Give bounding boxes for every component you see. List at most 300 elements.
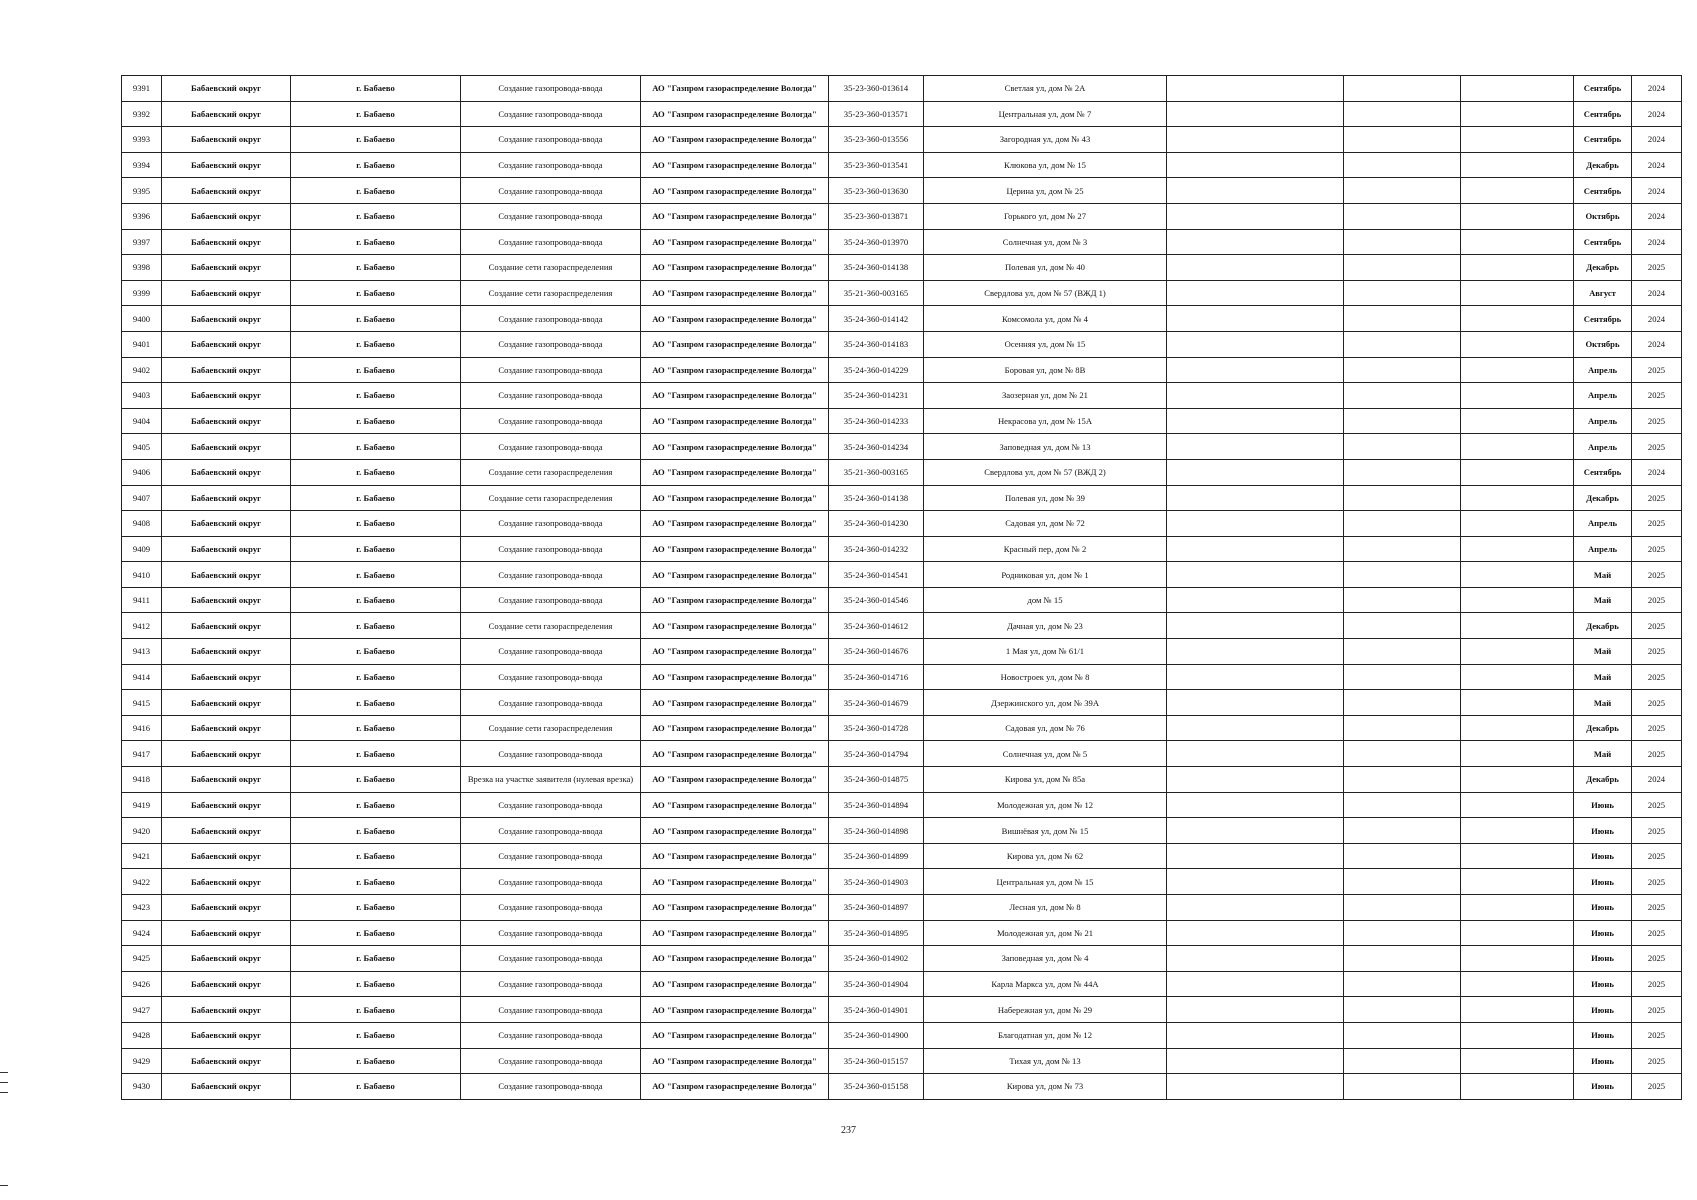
cell-year: 2025: [1632, 664, 1682, 690]
cell-empty: [1344, 946, 1461, 972]
cell-reference-code: 35-24-360-014901: [829, 997, 924, 1023]
cell-address: Центральная ул, дом № 7: [924, 101, 1167, 127]
cell-empty: [1461, 869, 1574, 895]
cell-empty: [1344, 664, 1461, 690]
cell-number: 9424: [122, 920, 162, 946]
cell-empty: [1167, 1074, 1344, 1100]
cell-empty: [1461, 715, 1574, 741]
cell-work-type: Создание газопровода-ввода: [461, 639, 641, 665]
cell-district: Бабаевский округ: [162, 562, 291, 588]
cell-number: 9393: [122, 127, 162, 153]
cell-district: Бабаевский округ: [162, 306, 291, 332]
cell-organization: АО "Газпром газораспределение Вологда": [641, 741, 829, 767]
cell-locality: г. Бабаево: [291, 331, 461, 357]
cell-month: Октябрь: [1574, 203, 1632, 229]
cell-address: Заозерная ул, дом № 21: [924, 383, 1167, 409]
register-table-body: [122, 76, 1682, 1100]
cell-year: 2024: [1632, 767, 1682, 793]
table-row: [122, 1048, 1682, 1074]
cell-address: 1 Мая ул, дом № 61/1: [924, 639, 1167, 665]
cell-empty: [1167, 997, 1344, 1023]
cell-reference-code: 35-24-360-014679: [829, 690, 924, 716]
cell-district: Бабаевский округ: [162, 869, 291, 895]
table-row: [122, 562, 1682, 588]
cell-locality: г. Бабаево: [291, 357, 461, 383]
cell-reference-code: 35-24-360-015157: [829, 1048, 924, 1074]
cell-reference-code: 35-24-360-014898: [829, 818, 924, 844]
table-row: [122, 306, 1682, 332]
cell-empty: [1344, 1048, 1461, 1074]
cell-organization: АО "Газпром газораспределение Вологда": [641, 280, 829, 306]
cell-month: Август: [1574, 280, 1632, 306]
cell-number: 9420: [122, 818, 162, 844]
cell-empty: [1167, 203, 1344, 229]
table-row: [122, 818, 1682, 844]
cell-empty: [1461, 1074, 1574, 1100]
cell-reference-code: 35-24-360-014233: [829, 408, 924, 434]
cell-work-type: Создание газопровода-ввода: [461, 587, 641, 613]
cell-empty: [1167, 459, 1344, 485]
cell-district: Бабаевский округ: [162, 1074, 291, 1100]
cell-organization: АО "Газпром газораспределение Вологда": [641, 511, 829, 537]
table-row: [122, 690, 1682, 716]
cell-organization: АО "Газпром газораспределение Вологда": [641, 664, 829, 690]
cell-address: Набережная ул, дом № 29: [924, 997, 1167, 1023]
cell-address: Боровая ул, дом № 8В: [924, 357, 1167, 383]
cell-year: 2025: [1632, 843, 1682, 869]
table-row: [122, 869, 1682, 895]
table-row: [122, 434, 1682, 460]
cell-empty: [1167, 562, 1344, 588]
cell-month: Сентябрь: [1574, 306, 1632, 332]
cell-year: 2025: [1632, 920, 1682, 946]
cell-district: Бабаевский округ: [162, 843, 291, 869]
cell-number: 9412: [122, 613, 162, 639]
cell-address: Загородная ул, дом № 43: [924, 127, 1167, 153]
cell-organization: АО "Газпром газораспределение Вологда": [641, 306, 829, 332]
cell-year: 2025: [1632, 357, 1682, 383]
cell-number: 9404: [122, 408, 162, 434]
cell-year: 2025: [1632, 869, 1682, 895]
cell-empty: [1167, 101, 1344, 127]
cell-reference-code: 35-24-360-014794: [829, 741, 924, 767]
cell-year: 2025: [1632, 690, 1682, 716]
cell-month: Июнь: [1574, 1048, 1632, 1074]
cell-locality: г. Бабаево: [291, 434, 461, 460]
cell-work-type: Создание газопровода-ввода: [461, 1022, 641, 1048]
cell-reference-code: 35-24-360-014900: [829, 1022, 924, 1048]
cell-organization: АО "Газпром газораспределение Вологда": [641, 869, 829, 895]
cell-organization: АО "Газпром газораспределение Вологда": [641, 562, 829, 588]
cell-locality: г. Бабаево: [291, 869, 461, 895]
cell-locality: г. Бабаево: [291, 715, 461, 741]
cell-address: дом № 15: [924, 587, 1167, 613]
cell-empty: [1167, 587, 1344, 613]
cell-empty: [1344, 971, 1461, 997]
cell-month: Апрель: [1574, 357, 1632, 383]
table-row: [122, 255, 1682, 281]
cell-work-type: Создание газопровода-ввода: [461, 971, 641, 997]
cell-empty: [1461, 536, 1574, 562]
cell-empty: [1344, 895, 1461, 921]
cell-organization: АО "Газпром газораспределение Вологда": [641, 203, 829, 229]
cell-empty: [1344, 255, 1461, 281]
table-row: [122, 639, 1682, 665]
cell-work-type: Создание газопровода-ввода: [461, 895, 641, 921]
cell-reference-code: 35-24-360-014230: [829, 511, 924, 537]
table-row: [122, 613, 1682, 639]
cell-district: Бабаевский округ: [162, 203, 291, 229]
cell-number: 9415: [122, 690, 162, 716]
cell-number: 9428: [122, 1022, 162, 1048]
cell-address: Свердлова ул, дом № 57 (ВЖД 2): [924, 459, 1167, 485]
cell-empty: [1344, 459, 1461, 485]
cell-empty: [1344, 306, 1461, 332]
cell-month: Июнь: [1574, 1022, 1632, 1048]
cell-month: Апрель: [1574, 408, 1632, 434]
cell-number: 9400: [122, 306, 162, 332]
cell-organization: АО "Газпром газораспределение Вологда": [641, 408, 829, 434]
cell-district: Бабаевский округ: [162, 895, 291, 921]
cell-organization: АО "Газпром газораспределение Вологда": [641, 690, 829, 716]
cell-empty: [1167, 895, 1344, 921]
cell-empty: [1461, 127, 1574, 153]
cell-locality: г. Бабаево: [291, 459, 461, 485]
cell-locality: г. Бабаево: [291, 76, 461, 102]
cell-address: Солнечная ул, дом № 3: [924, 229, 1167, 255]
cell-empty: [1344, 127, 1461, 153]
cell-empty: [1461, 101, 1574, 127]
cell-year: 2025: [1632, 741, 1682, 767]
table-row: [122, 229, 1682, 255]
cell-empty: [1461, 280, 1574, 306]
cell-reference-code: 35-24-360-014546: [829, 587, 924, 613]
cell-organization: АО "Газпром газораспределение Вологда": [641, 1048, 829, 1074]
cell-organization: АО "Газпром газораспределение Вологда": [641, 178, 829, 204]
cell-empty: [1461, 383, 1574, 409]
cell-organization: АО "Газпром газораспределение Вологда": [641, 331, 829, 357]
table-row: [122, 587, 1682, 613]
cell-work-type: Создание газопровода-ввода: [461, 101, 641, 127]
table-row: [122, 741, 1682, 767]
cell-empty: [1461, 331, 1574, 357]
cell-reference-code: 35-21-360-003165: [829, 459, 924, 485]
cell-empty: [1344, 715, 1461, 741]
cell-address: Кирова ул, дом № 62: [924, 843, 1167, 869]
cell-reference-code: 35-24-360-014138: [829, 485, 924, 511]
cell-year: 2025: [1632, 715, 1682, 741]
cell-address: Церина ул, дом № 25: [924, 178, 1167, 204]
cell-reference-code: 35-24-360-014234: [829, 434, 924, 460]
cell-address: Родниковая ул, дом № 1: [924, 562, 1167, 588]
cell-locality: г. Бабаево: [291, 920, 461, 946]
cell-number: 9426: [122, 971, 162, 997]
cell-organization: АО "Газпром газораспределение Вологда": [641, 767, 829, 793]
cell-empty: [1461, 562, 1574, 588]
register-table: [121, 75, 1682, 1100]
margin-mark: [0, 1185, 8, 1186]
cell-year: 2025: [1632, 946, 1682, 972]
cell-year: 2024: [1632, 76, 1682, 102]
cell-month: Апрель: [1574, 536, 1632, 562]
table-row: [122, 459, 1682, 485]
cell-locality: г. Бабаево: [291, 485, 461, 511]
cell-number: 9418: [122, 767, 162, 793]
cell-address: Солнечная ул, дом № 5: [924, 741, 1167, 767]
cell-empty: [1344, 997, 1461, 1023]
margin-mark: [0, 1072, 8, 1073]
cell-work-type: Создание газопровода-ввода: [461, 511, 641, 537]
cell-year: 2024: [1632, 306, 1682, 332]
cell-locality: г. Бабаево: [291, 587, 461, 613]
cell-reference-code: 35-23-360-013630: [829, 178, 924, 204]
cell-locality: г. Бабаево: [291, 127, 461, 153]
cell-organization: АО "Газпром газораспределение Вологда": [641, 383, 829, 409]
cell-year: 2025: [1632, 818, 1682, 844]
cell-reference-code: 35-24-360-014676: [829, 639, 924, 665]
cell-work-type: Создание сети газораспределения: [461, 280, 641, 306]
cell-locality: г. Бабаево: [291, 178, 461, 204]
cell-locality: г. Бабаево: [291, 229, 461, 255]
cell-number: 9427: [122, 997, 162, 1023]
cell-month: Апрель: [1574, 511, 1632, 537]
cell-work-type: Создание газопровода-ввода: [461, 408, 641, 434]
table-row: [122, 767, 1682, 793]
cell-year: 2025: [1632, 1074, 1682, 1100]
cell-reference-code: 35-24-360-014183: [829, 331, 924, 357]
cell-empty: [1461, 997, 1574, 1023]
cell-number: 9425: [122, 946, 162, 972]
cell-month: Октябрь: [1574, 331, 1632, 357]
cell-year: 2024: [1632, 459, 1682, 485]
cell-reference-code: 35-24-360-015158: [829, 1074, 924, 1100]
table-row: [122, 383, 1682, 409]
cell-month: Июнь: [1574, 1074, 1632, 1100]
cell-address: Кирова ул, дом № 85а: [924, 767, 1167, 793]
cell-work-type: Создание газопровода-ввода: [461, 306, 641, 332]
cell-year: 2025: [1632, 408, 1682, 434]
cell-district: Бабаевский округ: [162, 920, 291, 946]
cell-district: Бабаевский округ: [162, 178, 291, 204]
cell-organization: АО "Газпром газораспределение Вологда": [641, 536, 829, 562]
cell-number: 9407: [122, 485, 162, 511]
cell-district: Бабаевский округ: [162, 357, 291, 383]
cell-locality: г. Бабаево: [291, 664, 461, 690]
cell-empty: [1461, 76, 1574, 102]
table-row: [122, 178, 1682, 204]
cell-empty: [1167, 639, 1344, 665]
cell-number: 9422: [122, 869, 162, 895]
cell-empty: [1167, 741, 1344, 767]
cell-empty: [1344, 101, 1461, 127]
cell-district: Бабаевский округ: [162, 767, 291, 793]
cell-month: Сентябрь: [1574, 76, 1632, 102]
cell-empty: [1167, 76, 1344, 102]
cell-address: Полевая ул, дом № 40: [924, 255, 1167, 281]
cell-empty: [1461, 1048, 1574, 1074]
cell-work-type: Создание газопровода-ввода: [461, 997, 641, 1023]
cell-locality: г. Бабаево: [291, 383, 461, 409]
cell-address: Осенняя ул, дом № 15: [924, 331, 1167, 357]
cell-address: Молодежная ул, дом № 12: [924, 792, 1167, 818]
table-row: [122, 408, 1682, 434]
cell-year: 2024: [1632, 280, 1682, 306]
cell-empty: [1344, 511, 1461, 537]
cell-locality: г. Бабаево: [291, 895, 461, 921]
cell-work-type: Создание газопровода-ввода: [461, 76, 641, 102]
cell-work-type: Создание газопровода-ввода: [461, 203, 641, 229]
cell-work-type: Создание газопровода-ввода: [461, 946, 641, 972]
table-row: [122, 1074, 1682, 1100]
cell-number: 9398: [122, 255, 162, 281]
cell-reference-code: 35-24-360-014232: [829, 536, 924, 562]
cell-district: Бабаевский округ: [162, 127, 291, 153]
cell-organization: АО "Газпром газораспределение Вологда": [641, 1074, 829, 1100]
table-row: [122, 664, 1682, 690]
cell-empty: [1344, 869, 1461, 895]
table-row: [122, 715, 1682, 741]
cell-work-type: Создание газопровода-ввода: [461, 843, 641, 869]
table-row: [122, 127, 1682, 153]
cell-month: Май: [1574, 741, 1632, 767]
cell-district: Бабаевский округ: [162, 383, 291, 409]
cell-number: 9413: [122, 639, 162, 665]
cell-work-type: Создание сети газораспределения: [461, 715, 641, 741]
table-row: [122, 101, 1682, 127]
cell-empty: [1167, 152, 1344, 178]
cell-reference-code: 35-24-360-014231: [829, 383, 924, 409]
cell-locality: г. Бабаево: [291, 152, 461, 178]
cell-number: 9416: [122, 715, 162, 741]
cell-locality: г. Бабаево: [291, 1074, 461, 1100]
cell-district: Бабаевский округ: [162, 229, 291, 255]
table-row: [122, 203, 1682, 229]
cell-month: Сентябрь: [1574, 459, 1632, 485]
cell-locality: г. Бабаево: [291, 946, 461, 972]
cell-year: 2024: [1632, 229, 1682, 255]
cell-empty: [1167, 818, 1344, 844]
cell-year: 2024: [1632, 152, 1682, 178]
cell-work-type: Создание газопровода-ввода: [461, 331, 641, 357]
cell-address: Благодатная ул, дом № 12: [924, 1022, 1167, 1048]
cell-address: Карла Маркса ул, дом № 44А: [924, 971, 1167, 997]
cell-organization: АО "Газпром газораспределение Вологда": [641, 792, 829, 818]
cell-locality: г. Бабаево: [291, 408, 461, 434]
cell-work-type: Создание сети газораспределения: [461, 485, 641, 511]
cell-number: 9406: [122, 459, 162, 485]
cell-organization: АО "Газпром газораспределение Вологда": [641, 818, 829, 844]
cell-locality: г. Бабаево: [291, 818, 461, 844]
margin-mark: [0, 1082, 8, 1083]
cell-empty: [1461, 792, 1574, 818]
cell-district: Бабаевский округ: [162, 946, 291, 972]
cell-empty: [1344, 76, 1461, 102]
table-row: [122, 997, 1682, 1023]
cell-empty: [1461, 178, 1574, 204]
cell-reference-code: 35-24-360-013970: [829, 229, 924, 255]
cell-address: Дачная ул, дом № 23: [924, 613, 1167, 639]
cell-number: 9391: [122, 76, 162, 102]
cell-reference-code: 35-24-360-014894: [829, 792, 924, 818]
cell-month: Июнь: [1574, 843, 1632, 869]
cell-number: 9399: [122, 280, 162, 306]
cell-year: 2025: [1632, 434, 1682, 460]
cell-district: Бабаевский округ: [162, 792, 291, 818]
cell-empty: [1344, 1022, 1461, 1048]
cell-address: Некрасова ул, дом № 15А: [924, 408, 1167, 434]
cell-empty: [1461, 229, 1574, 255]
cell-empty: [1167, 613, 1344, 639]
table-row: [122, 76, 1682, 102]
cell-reference-code: 35-24-360-014899: [829, 843, 924, 869]
cell-reference-code: 35-24-360-014612: [829, 613, 924, 639]
cell-month: Декабрь: [1574, 485, 1632, 511]
cell-empty: [1344, 383, 1461, 409]
cell-work-type: Создание газопровода-ввода: [461, 1074, 641, 1100]
cell-empty: [1344, 178, 1461, 204]
cell-month: Май: [1574, 587, 1632, 613]
cell-reference-code: 35-23-360-013541: [829, 152, 924, 178]
cell-empty: [1461, 587, 1574, 613]
cell-year: 2025: [1632, 255, 1682, 281]
cell-reference-code: 35-24-360-014716: [829, 664, 924, 690]
cell-reference-code: 35-24-360-014902: [829, 946, 924, 972]
cell-district: Бабаевский округ: [162, 255, 291, 281]
cell-organization: АО "Газпром газораспределение Вологда": [641, 255, 829, 281]
cell-locality: г. Бабаево: [291, 280, 461, 306]
cell-empty: [1461, 895, 1574, 921]
cell-number: 9403: [122, 383, 162, 409]
cell-empty: [1461, 690, 1574, 716]
cell-empty: [1344, 562, 1461, 588]
cell-empty: [1344, 818, 1461, 844]
cell-year: 2025: [1632, 485, 1682, 511]
cell-empty: [1167, 664, 1344, 690]
cell-empty: [1167, 511, 1344, 537]
cell-district: Бабаевский округ: [162, 997, 291, 1023]
cell-empty: [1344, 639, 1461, 665]
cell-address: Горького ул, дом № 27: [924, 203, 1167, 229]
cell-number: 9402: [122, 357, 162, 383]
cell-number: 9392: [122, 101, 162, 127]
cell-empty: [1461, 152, 1574, 178]
cell-work-type: Создание газопровода-ввода: [461, 690, 641, 716]
cell-empty: [1344, 229, 1461, 255]
cell-locality: г. Бабаево: [291, 562, 461, 588]
cell-year: 2025: [1632, 562, 1682, 588]
table-row: [122, 485, 1682, 511]
cell-empty: [1461, 306, 1574, 332]
cell-empty: [1461, 767, 1574, 793]
cell-month: Сентябрь: [1574, 229, 1632, 255]
cell-number: 9408: [122, 511, 162, 537]
cell-organization: АО "Газпром газораспределение Вологда": [641, 946, 829, 972]
cell-address: Дзержинского ул, дом № 39А: [924, 690, 1167, 716]
cell-address: Новостроек ул, дом № 8: [924, 664, 1167, 690]
cell-locality: г. Бабаево: [291, 767, 461, 793]
table-row: [122, 331, 1682, 357]
cell-district: Бабаевский округ: [162, 511, 291, 537]
cell-organization: АО "Газпром газораспределение Вологда": [641, 152, 829, 178]
cell-reference-code: 35-24-360-014142: [829, 306, 924, 332]
cell-year: 2025: [1632, 792, 1682, 818]
cell-address: Центральная ул, дом № 15: [924, 869, 1167, 895]
cell-empty: [1461, 664, 1574, 690]
cell-work-type: Создание газопровода-ввода: [461, 229, 641, 255]
cell-work-type: Создание газопровода-ввода: [461, 434, 641, 460]
table-row: [122, 536, 1682, 562]
cell-empty: [1461, 843, 1574, 869]
